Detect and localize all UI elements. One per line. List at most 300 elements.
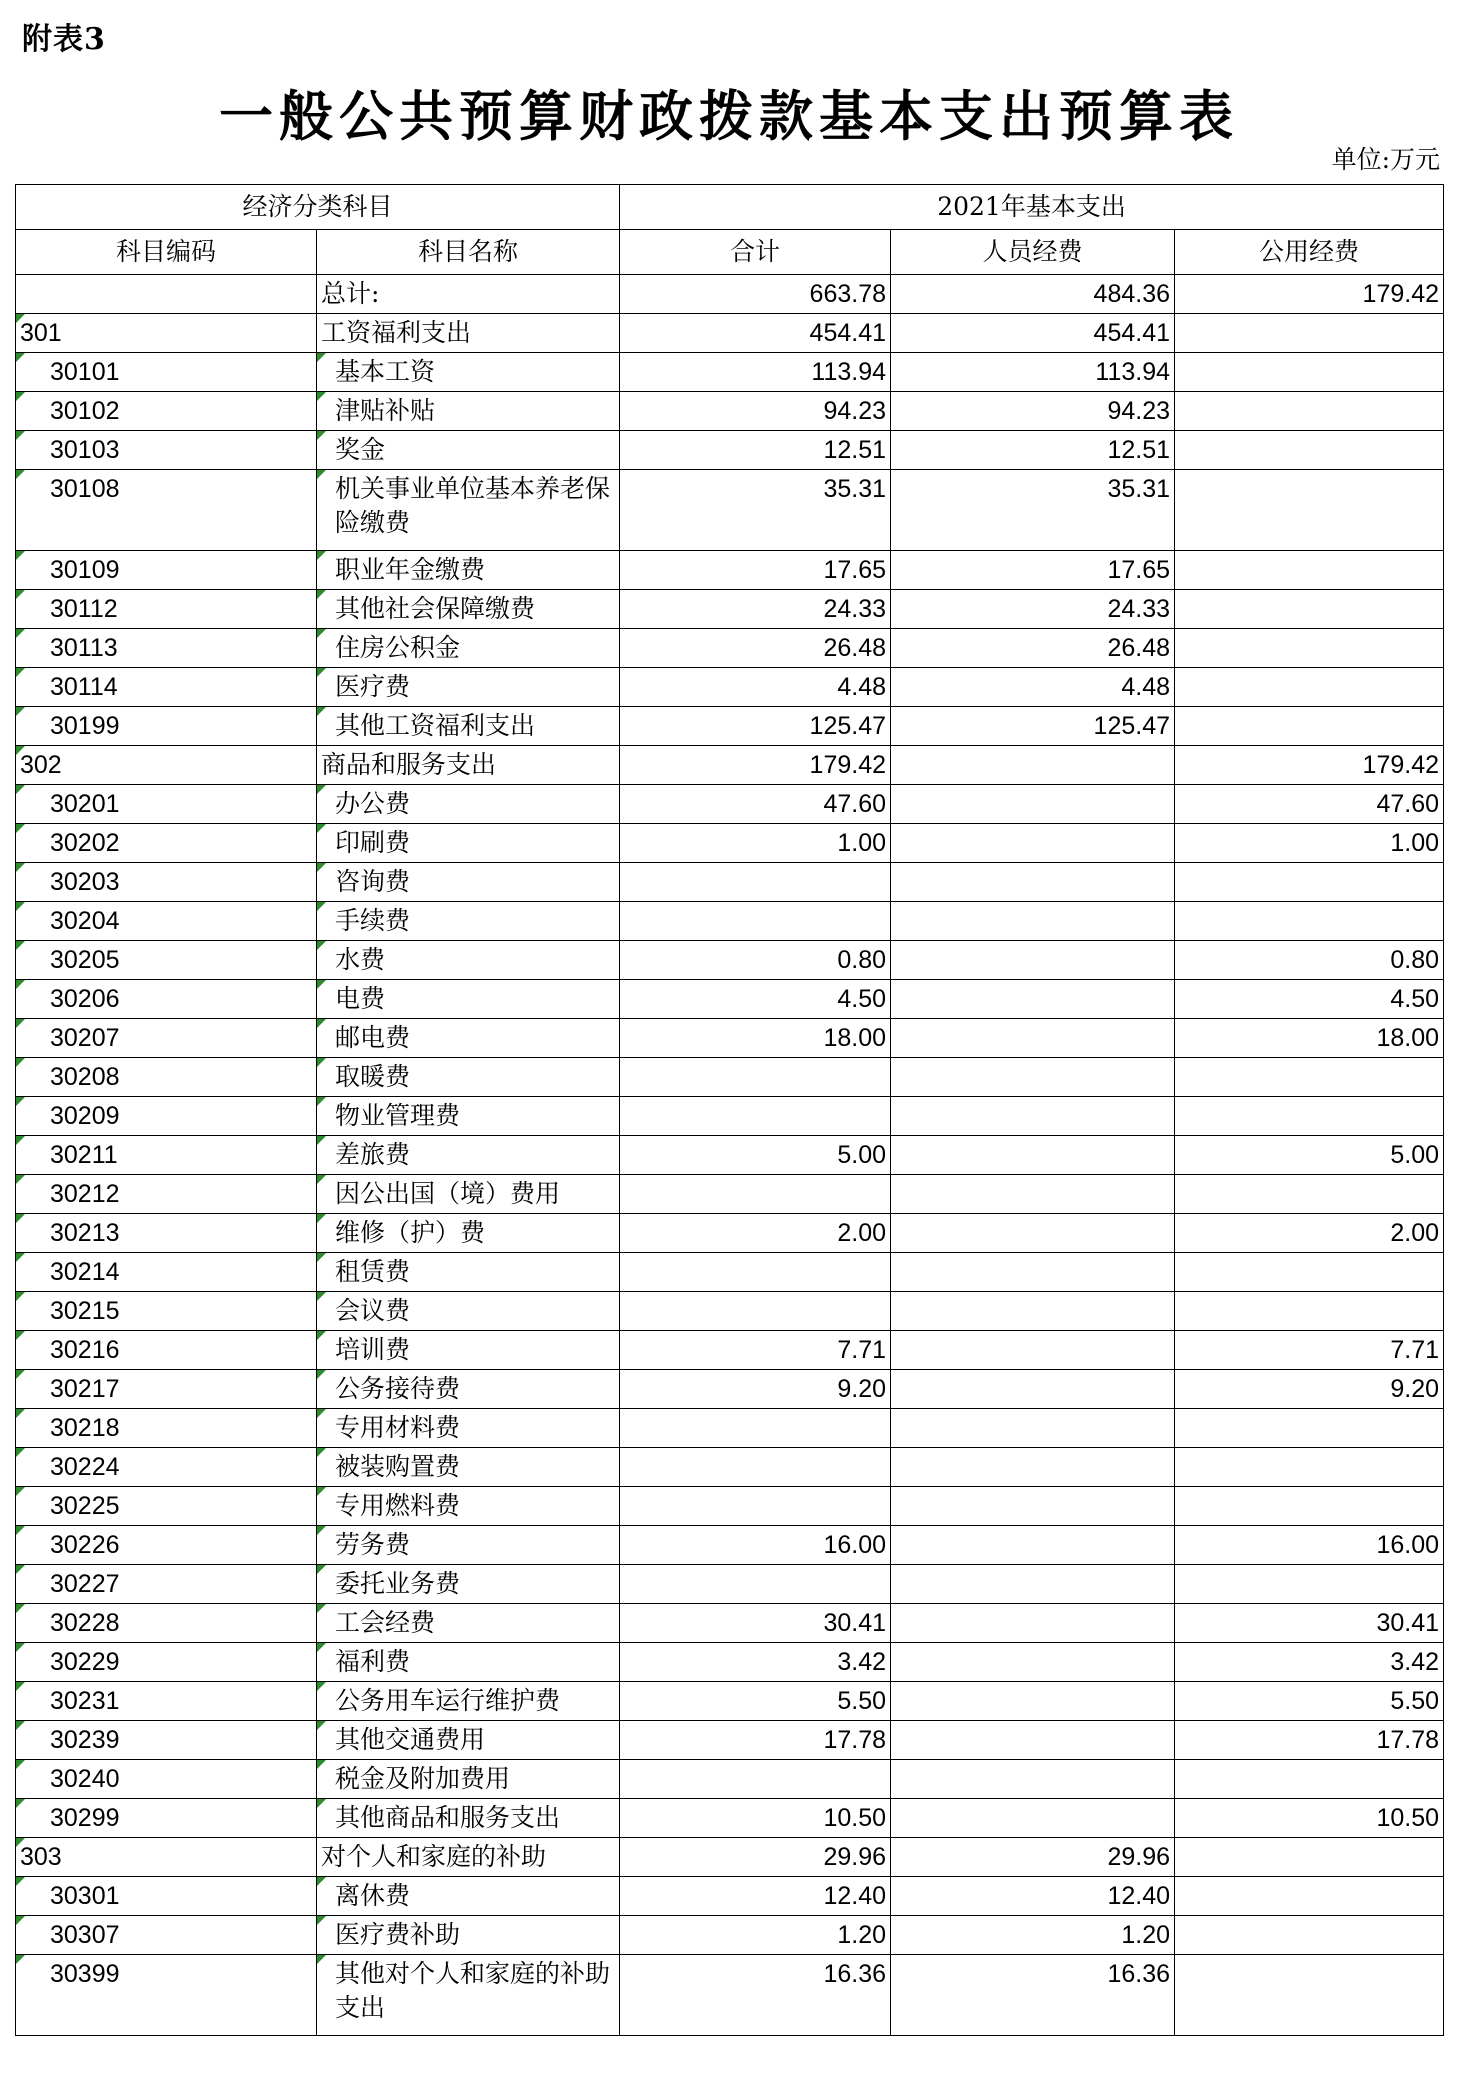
cell-name: [317, 1253, 620, 1292]
cell-code-text: 301: [20, 319, 62, 347]
cell-code: [16, 1916, 317, 1955]
cell-comment-marker-icon: [317, 1019, 326, 1028]
cell-personnel: [891, 314, 1175, 353]
cell-total: [620, 1175, 891, 1214]
cell-name: [317, 1097, 620, 1136]
cell-code-text: 30215: [50, 1297, 120, 1325]
cell-name: [317, 1058, 620, 1097]
cell-comment-marker-icon: [16, 1877, 25, 1886]
table-row: [16, 275, 1444, 314]
cell-public: [1175, 275, 1444, 314]
cell-comment-marker-icon: [16, 1097, 25, 1106]
cell-total-text: 1.20: [837, 1921, 887, 1949]
cell-code-text: 30301: [50, 1882, 120, 1910]
cell-name-text: 办公费: [335, 789, 411, 818]
cell-comment-marker-icon: [317, 1643, 326, 1652]
cell-public: [1175, 1565, 1444, 1604]
cell-comment-marker-icon: [317, 668, 326, 677]
cell-name-text: 医疗费补助: [335, 1920, 461, 1949]
cell-code: [16, 863, 317, 902]
table-row: [16, 941, 1444, 980]
cell-code-text: 30228: [50, 1609, 120, 1637]
cell-code-text: 30209: [50, 1102, 120, 1130]
cell-personnel-text: 26.48: [1107, 634, 1171, 662]
cell-public-text: 2.00: [1390, 1219, 1440, 1247]
cell-comment-marker-icon: [16, 668, 25, 677]
table-row: [16, 1487, 1444, 1526]
cell-code: [16, 590, 317, 629]
cell-code-text: 30206: [50, 985, 120, 1013]
cell-name: [317, 1643, 620, 1682]
cell-personnel-text: 29.96: [1107, 1843, 1171, 1871]
cell-personnel: [891, 1019, 1175, 1058]
cell-name-text: 离休费: [335, 1881, 411, 1910]
cell-comment-marker-icon: [16, 1916, 25, 1925]
cell-public-text: 179.42: [1362, 751, 1440, 779]
cell-comment-marker-icon: [16, 1721, 25, 1730]
cell-total: [620, 1721, 891, 1760]
cell-comment-marker-icon: [16, 1448, 25, 1457]
cell-total-text: 0.80: [837, 946, 887, 974]
cell-public: [1175, 707, 1444, 746]
cell-comment-marker-icon: [16, 1331, 25, 1340]
cell-comment-marker-icon: [317, 1760, 326, 1769]
cell-total: [620, 275, 891, 314]
cell-comment-marker-icon: [16, 1526, 25, 1535]
cell-public: [1175, 1526, 1444, 1565]
table-row: [16, 1370, 1444, 1409]
cell-personnel-text: 17.65: [1107, 556, 1171, 584]
cell-total: [620, 1370, 891, 1409]
cell-comment-marker-icon: [317, 1721, 326, 1730]
cell-name-text: 奖金: [335, 435, 386, 464]
cell-code: [16, 1955, 317, 2036]
cell-comment-marker-icon: [317, 1214, 326, 1223]
cell-code: [16, 980, 317, 1019]
cell-comment-marker-icon: [317, 980, 326, 989]
cell-comment-marker-icon: [317, 1058, 326, 1067]
cell-comment-marker-icon: [16, 1214, 25, 1223]
cell-comment-marker-icon: [16, 1253, 25, 1262]
cell-total-text: 7.71: [837, 1336, 887, 1364]
table-row: [16, 1409, 1444, 1448]
cell-comment-marker-icon: [317, 1877, 326, 1886]
cell-comment-marker-icon: [16, 941, 25, 950]
cell-name: [317, 1955, 620, 2036]
table-row: [16, 902, 1444, 941]
cell-comment-marker-icon: [317, 470, 326, 479]
cell-public: [1175, 668, 1444, 707]
cell-code-text: 30240: [50, 1765, 120, 1793]
cell-public: [1175, 1955, 1444, 2036]
cell-code: [16, 431, 317, 470]
cell-code-text: 30212: [50, 1180, 120, 1208]
cell-code-text: 30114: [50, 673, 118, 701]
cell-name: [317, 1838, 620, 1877]
cell-total: [620, 1136, 891, 1175]
cell-code: [16, 470, 317, 551]
cell-comment-marker-icon: [16, 785, 25, 794]
cell-name: [317, 1721, 620, 1760]
cell-personnel-text: 12.51: [1107, 436, 1171, 464]
cell-comment-marker-icon: [317, 1604, 326, 1613]
cell-personnel: [891, 1760, 1175, 1799]
cell-total: [620, 431, 891, 470]
cell-name-text: 福利费: [335, 1647, 411, 1676]
cell-personnel: [891, 941, 1175, 980]
cell-code: [16, 314, 317, 353]
table-row: [16, 824, 1444, 863]
cell-total: [620, 1214, 891, 1253]
cell-code-text: 30216: [50, 1336, 120, 1364]
cell-personnel-text: 4.48: [1121, 673, 1171, 701]
cell-public: [1175, 470, 1444, 551]
cell-name-text: 委托业务费: [335, 1569, 461, 1598]
cell-total: [620, 1643, 891, 1682]
cell-name-text: 取暖费: [335, 1062, 411, 1091]
cell-name-text: 专用燃料费: [335, 1491, 461, 1520]
cell-code-text: 30203: [50, 868, 120, 896]
cell-comment-marker-icon: [16, 1565, 25, 1574]
cell-name: [317, 314, 620, 353]
cell-code: [16, 1682, 317, 1721]
cell-name: [317, 707, 620, 746]
cell-total: [620, 1292, 891, 1331]
cell-name: [317, 1799, 620, 1838]
cell-total: [620, 1097, 891, 1136]
cell-total: [620, 1877, 891, 1916]
cell-code-text: 30102: [50, 397, 120, 425]
cell-total: [620, 353, 891, 392]
table-row: [16, 863, 1444, 902]
cell-personnel: [891, 275, 1175, 314]
cell-total-text: 2.00: [837, 1219, 887, 1247]
table-row: [16, 1136, 1444, 1175]
cell-total-text: 5.00: [837, 1141, 887, 1169]
cell-total-text: 12.40: [823, 1882, 887, 1910]
cell-name: [317, 746, 620, 785]
cell-code-text: 30201: [50, 790, 120, 818]
cell-code: [16, 746, 317, 785]
cell-name: [317, 785, 620, 824]
cell-comment-marker-icon: [16, 1370, 25, 1379]
cell-code: [16, 941, 317, 980]
cell-total-text: 12.51: [823, 436, 887, 464]
cell-total-text: 125.47: [809, 712, 887, 740]
cell-name-text: 税金及附加费用: [335, 1764, 511, 1793]
cell-public: [1175, 431, 1444, 470]
cell-total-text: 18.00: [823, 1024, 887, 1052]
cell-personnel: [891, 824, 1175, 863]
cell-personnel: [891, 863, 1175, 902]
cell-total: [620, 863, 891, 902]
cell-personnel: [891, 551, 1175, 590]
header-name: 科目名称: [317, 230, 620, 275]
cell-total-text: 113.94: [811, 358, 887, 386]
cell-name-text: 租赁费: [335, 1257, 411, 1286]
cell-name-text: 工会经费: [335, 1608, 436, 1637]
cell-comment-marker-icon: [317, 1097, 326, 1106]
cell-name: [317, 1526, 620, 1565]
cell-comment-marker-icon: [317, 863, 326, 872]
cell-code: [16, 902, 317, 941]
cell-personnel-text: 12.40: [1107, 1882, 1171, 1910]
cell-total: [620, 1955, 891, 2036]
cell-code-text: 30229: [50, 1648, 120, 1676]
cell-code: [16, 1214, 317, 1253]
table-row: [16, 470, 1444, 551]
cell-comment-marker-icon: [317, 1370, 326, 1379]
cell-public-text: 17.78: [1376, 1726, 1440, 1754]
cell-total-text: 29.96: [823, 1843, 887, 1871]
cell-total: [620, 392, 891, 431]
cell-personnel: [891, 1565, 1175, 1604]
cell-comment-marker-icon: [16, 353, 25, 362]
cell-comment-marker-icon: [317, 1526, 326, 1535]
cell-name-text: 职业年金缴费: [335, 555, 486, 584]
table-row: [16, 353, 1444, 392]
cell-total: [620, 902, 891, 941]
cell-public: [1175, 1370, 1444, 1409]
cell-name-text: 培训费: [335, 1335, 411, 1364]
cell-code-text: 30227: [50, 1570, 120, 1598]
cell-code: [16, 629, 317, 668]
table-row: [16, 1682, 1444, 1721]
cell-name-text: 因公出国（境）费用: [335, 1179, 561, 1208]
cell-code: [16, 1799, 317, 1838]
cell-public: [1175, 746, 1444, 785]
cell-code-text: 302: [20, 751, 62, 779]
cell-public: [1175, 1136, 1444, 1175]
cell-name-text: 机关事业单位基本养老保险缴费: [335, 474, 611, 537]
cell-comment-marker-icon: [16, 824, 25, 833]
cell-code: [16, 1097, 317, 1136]
header-code: 科目编码: [16, 230, 317, 275]
cell-total: [620, 1526, 891, 1565]
cell-comment-marker-icon: [16, 1409, 25, 1418]
cell-total-text: 179.42: [809, 751, 887, 779]
cell-comment-marker-icon: [16, 1643, 25, 1652]
cell-code-text: 30213: [50, 1219, 120, 1247]
cell-name-text: 基本工资: [335, 357, 436, 386]
table-row: [16, 392, 1444, 431]
cell-code: [16, 707, 317, 746]
cell-name-text: 住房公积金: [335, 633, 461, 662]
cell-total-text: 24.33: [823, 595, 887, 623]
cell-public: [1175, 1721, 1444, 1760]
cell-public-text: 47.60: [1376, 790, 1440, 818]
cell-code: [16, 275, 317, 314]
cell-total-text: 17.65: [823, 556, 887, 584]
table-row: [16, 629, 1444, 668]
cell-code-text: 30299: [50, 1804, 120, 1832]
cell-name: [317, 902, 620, 941]
cell-total: [620, 470, 891, 551]
table-body: [16, 275, 1444, 2036]
cell-code: [16, 1019, 317, 1058]
table-row: [16, 1448, 1444, 1487]
cell-total-text: 47.60: [823, 790, 887, 818]
cell-name-text: 津贴补贴: [335, 396, 436, 425]
cell-name: [317, 1565, 620, 1604]
cell-personnel: [891, 392, 1175, 431]
cell-code: [16, 785, 317, 824]
cell-total-text: 4.48: [837, 673, 887, 701]
cell-public: [1175, 353, 1444, 392]
cell-comment-marker-icon: [16, 1955, 25, 1964]
cell-public-text: 1.00: [1390, 829, 1440, 857]
cell-comment-marker-icon: [317, 1955, 326, 1964]
cell-public: [1175, 314, 1444, 353]
cell-public: [1175, 629, 1444, 668]
cell-total: [620, 785, 891, 824]
cell-public: [1175, 392, 1444, 431]
cell-total: [620, 1409, 891, 1448]
cell-name-text: 物业管理费: [335, 1101, 461, 1130]
cell-total-text: 35.31: [823, 475, 887, 503]
cell-total-text: 94.23: [823, 397, 887, 425]
cell-public-text: 179.42: [1362, 280, 1440, 308]
cell-code: [16, 1877, 317, 1916]
header-personnel: 人员经费: [891, 230, 1175, 275]
cell-personnel-text: 125.47: [1093, 712, 1171, 740]
cell-personnel: [891, 1097, 1175, 1136]
cell-public-text: 18.00: [1376, 1024, 1440, 1052]
cell-personnel: [891, 1292, 1175, 1331]
appendix-label: 附表3: [22, 22, 106, 57]
cell-code: [16, 668, 317, 707]
cell-comment-marker-icon: [317, 1682, 326, 1691]
cell-total: [620, 590, 891, 629]
cell-code-text: 30202: [50, 829, 120, 857]
cell-total: [620, 629, 891, 668]
cell-personnel: [891, 902, 1175, 941]
table-row: [16, 1331, 1444, 1370]
cell-public: [1175, 941, 1444, 980]
cell-personnel: [891, 629, 1175, 668]
table-row: [16, 314, 1444, 353]
cell-code: [16, 1565, 317, 1604]
cell-name-text: 维修（护）费: [335, 1218, 486, 1247]
cell-comment-marker-icon: [317, 431, 326, 440]
cell-total: [620, 1760, 891, 1799]
cell-code-text: 30109: [50, 556, 120, 584]
cell-public: [1175, 1682, 1444, 1721]
cell-total-text: 454.41: [809, 319, 887, 347]
cell-comment-marker-icon: [16, 1292, 25, 1301]
cell-comment-marker-icon: [317, 785, 326, 794]
cell-personnel: [891, 1916, 1175, 1955]
cell-code: [16, 1292, 317, 1331]
cell-code-text: 30231: [50, 1687, 120, 1715]
cell-name: [317, 1448, 620, 1487]
cell-total: [620, 1058, 891, 1097]
cell-personnel: [891, 1058, 1175, 1097]
cell-personnel: [891, 1331, 1175, 1370]
cell-code-text: 30101: [50, 358, 120, 386]
cell-name: [317, 1136, 620, 1175]
table-row: [16, 1019, 1444, 1058]
cell-public: [1175, 1058, 1444, 1097]
table-row: [16, 1526, 1444, 1565]
cell-name-text: 水费: [335, 945, 386, 974]
cell-comment-marker-icon: [317, 824, 326, 833]
table-row: [16, 1604, 1444, 1643]
cell-code: [16, 1331, 317, 1370]
cell-comment-marker-icon: [16, 1682, 25, 1691]
cell-comment-marker-icon: [317, 1916, 326, 1925]
cell-personnel: [891, 1643, 1175, 1682]
cell-name: [317, 275, 620, 314]
cell-name: [317, 1019, 620, 1058]
cell-name: [317, 980, 620, 1019]
cell-code: [16, 1253, 317, 1292]
cell-personnel: [891, 1175, 1175, 1214]
cell-comment-marker-icon: [317, 1136, 326, 1145]
cell-personnel: [891, 746, 1175, 785]
cell-total: [620, 314, 891, 353]
cell-public: [1175, 1214, 1444, 1253]
cell-personnel: [891, 1838, 1175, 1877]
cell-personnel-text: 94.23: [1107, 397, 1171, 425]
cell-comment-marker-icon: [16, 1175, 25, 1184]
table-row: [16, 785, 1444, 824]
cell-public: [1175, 1838, 1444, 1877]
cell-total: [620, 1253, 891, 1292]
cell-total-text: 3.42: [837, 1648, 887, 1676]
cell-code-text: 30207: [50, 1024, 120, 1052]
cell-total: [620, 668, 891, 707]
cell-comment-marker-icon: [317, 1175, 326, 1184]
cell-name: [317, 629, 620, 668]
cell-personnel: [891, 470, 1175, 551]
cell-name: [317, 551, 620, 590]
cell-comment-marker-icon: [317, 551, 326, 560]
cell-name: [317, 590, 620, 629]
cell-name-text: 邮电费: [335, 1023, 411, 1052]
cell-personnel: [891, 1721, 1175, 1760]
unit-label: 单位:万元: [1331, 145, 1440, 174]
cell-comment-marker-icon: [16, 470, 25, 479]
cell-code-text: 30225: [50, 1492, 120, 1520]
cell-code-text: 30208: [50, 1063, 120, 1091]
header-row-group: [16, 185, 1444, 230]
cell-code: [16, 1136, 317, 1175]
cell-public: [1175, 863, 1444, 902]
cell-comment-marker-icon: [317, 1799, 326, 1808]
cell-comment-marker-icon: [16, 1760, 25, 1769]
cell-comment-marker-icon: [16, 590, 25, 599]
header-public: 公用经费: [1175, 230, 1444, 275]
cell-comment-marker-icon: [16, 1136, 25, 1145]
cell-code: [16, 551, 317, 590]
cell-comment-marker-icon: [16, 863, 25, 872]
cell-public: [1175, 1643, 1444, 1682]
cell-code-text: 30307: [50, 1921, 120, 1949]
table-row: [16, 1916, 1444, 1955]
cell-code-text: 30204: [50, 907, 120, 935]
header-total: 合计: [620, 230, 891, 275]
cell-comment-marker-icon: [317, 1487, 326, 1496]
cell-comment-marker-icon: [16, 980, 25, 989]
cell-comment-marker-icon: [16, 1019, 25, 1028]
cell-public: [1175, 1799, 1444, 1838]
cell-code: [16, 1604, 317, 1643]
table-row: [16, 1955, 1444, 2036]
cell-name: [317, 1331, 620, 1370]
cell-name: [317, 1487, 620, 1526]
cell-personnel: [891, 668, 1175, 707]
